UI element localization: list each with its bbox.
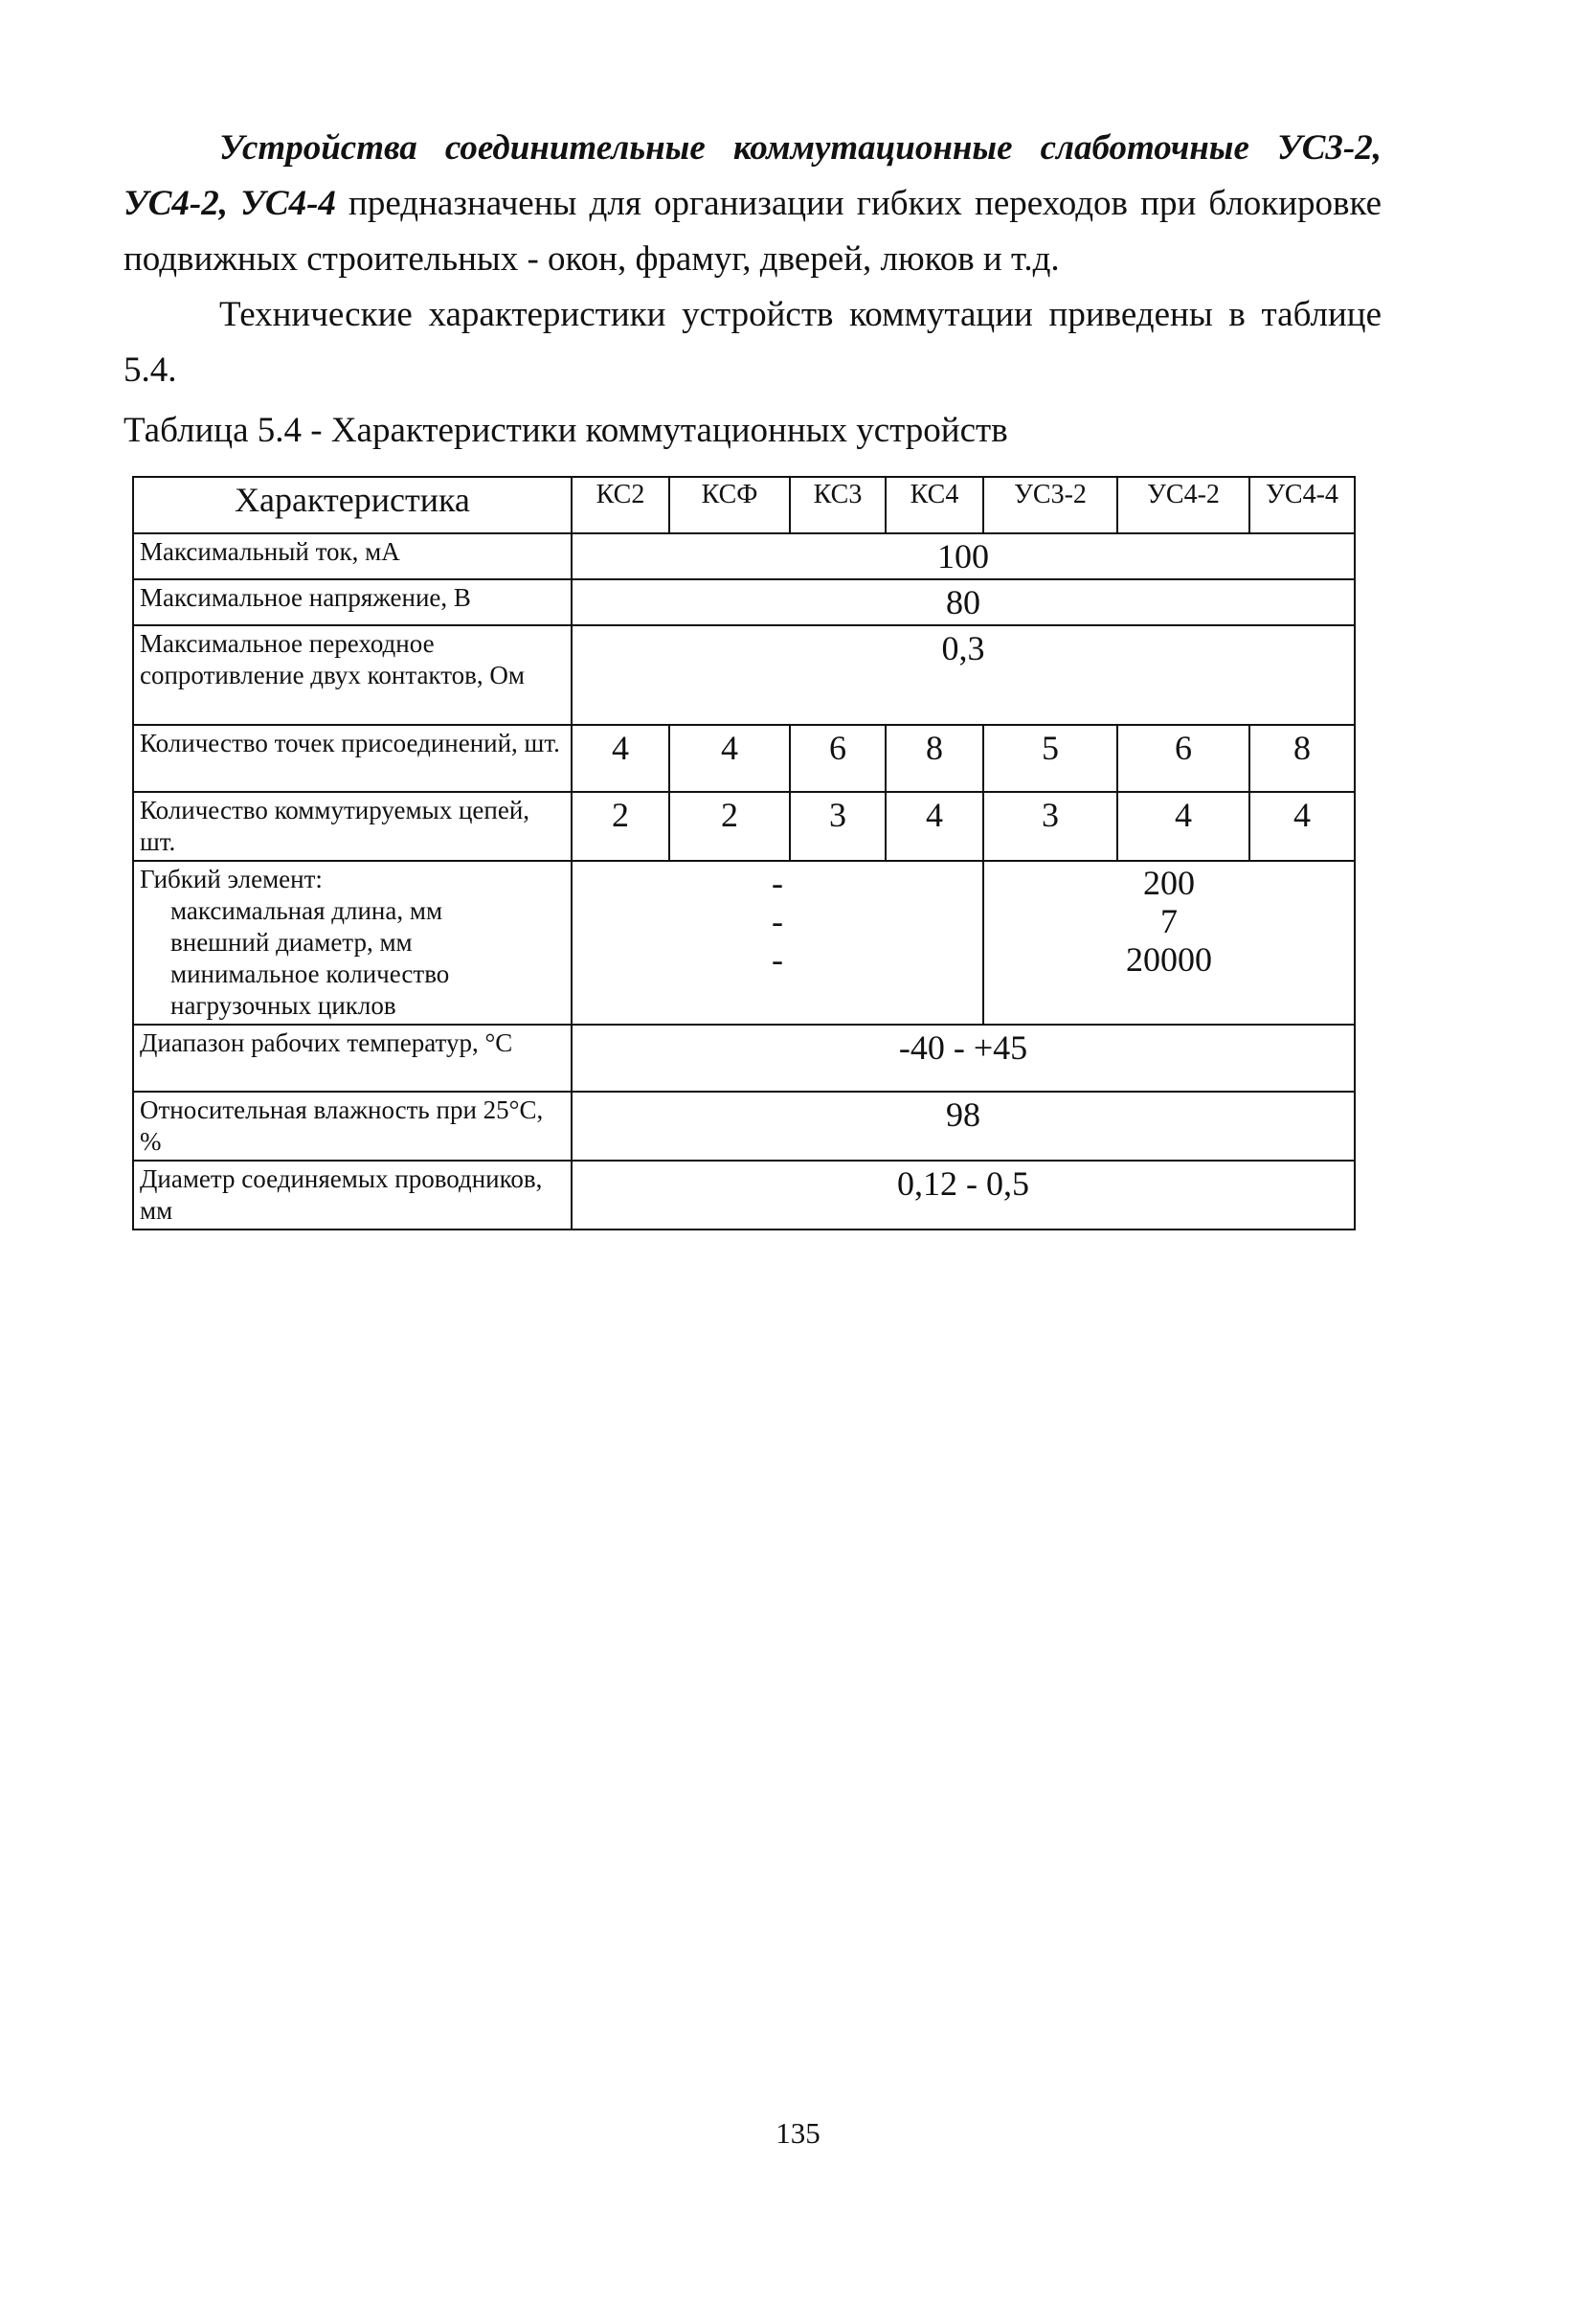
value-humidity: 98 [572, 1092, 1355, 1161]
circuits-ksf: 2 [669, 792, 790, 861]
flex-sub-cycles: минимальное количество нагрузочных циклов [170, 959, 450, 1020]
row-max-current [133, 533, 1355, 579]
flex-ks-length: - [772, 864, 783, 902]
row-flexible-element [133, 861, 1355, 1025]
header-us3-2: УС3-2 [983, 477, 1117, 533]
points-us3-2: 5 [983, 725, 1117, 792]
flex-sub-diameter: внешний диаметр, мм [170, 928, 413, 957]
page-number: 135 [776, 2116, 820, 2150]
header-ks2: КС2 [572, 477, 669, 533]
label-circuits: Количество коммутируемых цепей, шт. [133, 792, 572, 861]
points-ksf: 4 [669, 725, 790, 792]
flex-us-cycles: 20000 [1126, 940, 1212, 979]
label-connection-points: Количество точек присоединений, шт. [133, 725, 572, 792]
row-connection-points [133, 725, 1355, 792]
circuits-ks3: 3 [790, 792, 886, 861]
row-max-voltage [133, 579, 1355, 625]
flex-sub-length: максимальная длина, мм [170, 896, 443, 925]
header-ksf: КСФ [669, 477, 790, 533]
points-ks2: 4 [572, 725, 669, 792]
flex-values-us [983, 861, 1355, 1025]
row-resistance [133, 625, 1355, 725]
row-circuits [133, 792, 1355, 861]
circuits-us4-2: 4 [1117, 792, 1249, 861]
label-max-voltage: Максимальное напряжение, В [133, 579, 572, 625]
devices-names: Устройства соединительные коммутационные слаботочные УС3-2, УС4-2, УС4-4 [124, 128, 1382, 223]
label-humidity: Относительная влажность при 25°С, % [133, 1092, 572, 1161]
value-max-voltage: 80 [572, 579, 1355, 625]
circuits-ks2: 2 [572, 792, 669, 861]
points-ks4: 8 [886, 725, 983, 792]
circuits-us3-2: 3 [983, 792, 1117, 861]
label-temperature: Диапазон рабочих температур, °С [133, 1025, 572, 1092]
row-humidity [133, 1092, 1355, 1161]
devices-purpose: предназначены для организации гибких переходов при блокировке подвижных строительных - окон, фрамуг, дверей, люков и т.д. [124, 184, 1382, 279]
label-flexible-element [133, 861, 572, 1025]
flex-title: Гибкий элемент: [140, 865, 323, 893]
flex-values-ks [572, 861, 983, 1025]
header-us4-2: УС4-2 [1117, 477, 1249, 533]
characteristics-table [132, 476, 1356, 1230]
table-header-row [133, 477, 1355, 533]
flex-us-length: 200 [1143, 864, 1195, 902]
header-ks3: КС3 [790, 477, 886, 533]
flex-ks-cycles: - [772, 940, 783, 979]
label-resistance: Максимальное переходное сопротивление двух контактов, Ом [133, 625, 572, 725]
tech-paragraph [124, 287, 1382, 398]
row-wire-diameter [133, 1161, 1355, 1230]
circuits-us4-4: 4 [1249, 792, 1355, 861]
circuits-ks4: 4 [886, 792, 983, 861]
value-wire-diameter: 0,12 - 0,5 [572, 1161, 1355, 1230]
header-characteristic: Характеристика [133, 477, 572, 533]
label-max-current: Максимальный ток, мА [133, 533, 572, 579]
points-us4-4: 8 [1249, 725, 1355, 792]
intro-paragraph [124, 121, 1382, 287]
value-temperature: -40 - +45 [572, 1025, 1355, 1092]
table-caption: Таблица 5.4 - Характеристики коммутационных устройств [124, 411, 1008, 450]
flex-ks-diameter: - [772, 902, 783, 940]
row-temperature [133, 1025, 1355, 1092]
header-us4-4: УС4-4 [1249, 477, 1355, 533]
flex-us-diameter: 7 [1160, 902, 1178, 940]
tech-text: Технические характеристики устройств коммутации приведены в таблице 5.4. [124, 295, 1382, 390]
points-us4-2: 6 [1117, 725, 1249, 792]
value-max-current: 100 [572, 533, 1355, 579]
header-ks4: КС4 [886, 477, 983, 533]
value-resistance: 0,3 [572, 625, 1355, 725]
label-wire-diameter: Диаметр соединяемых проводников, мм [133, 1161, 572, 1230]
points-ks3: 6 [790, 725, 886, 792]
